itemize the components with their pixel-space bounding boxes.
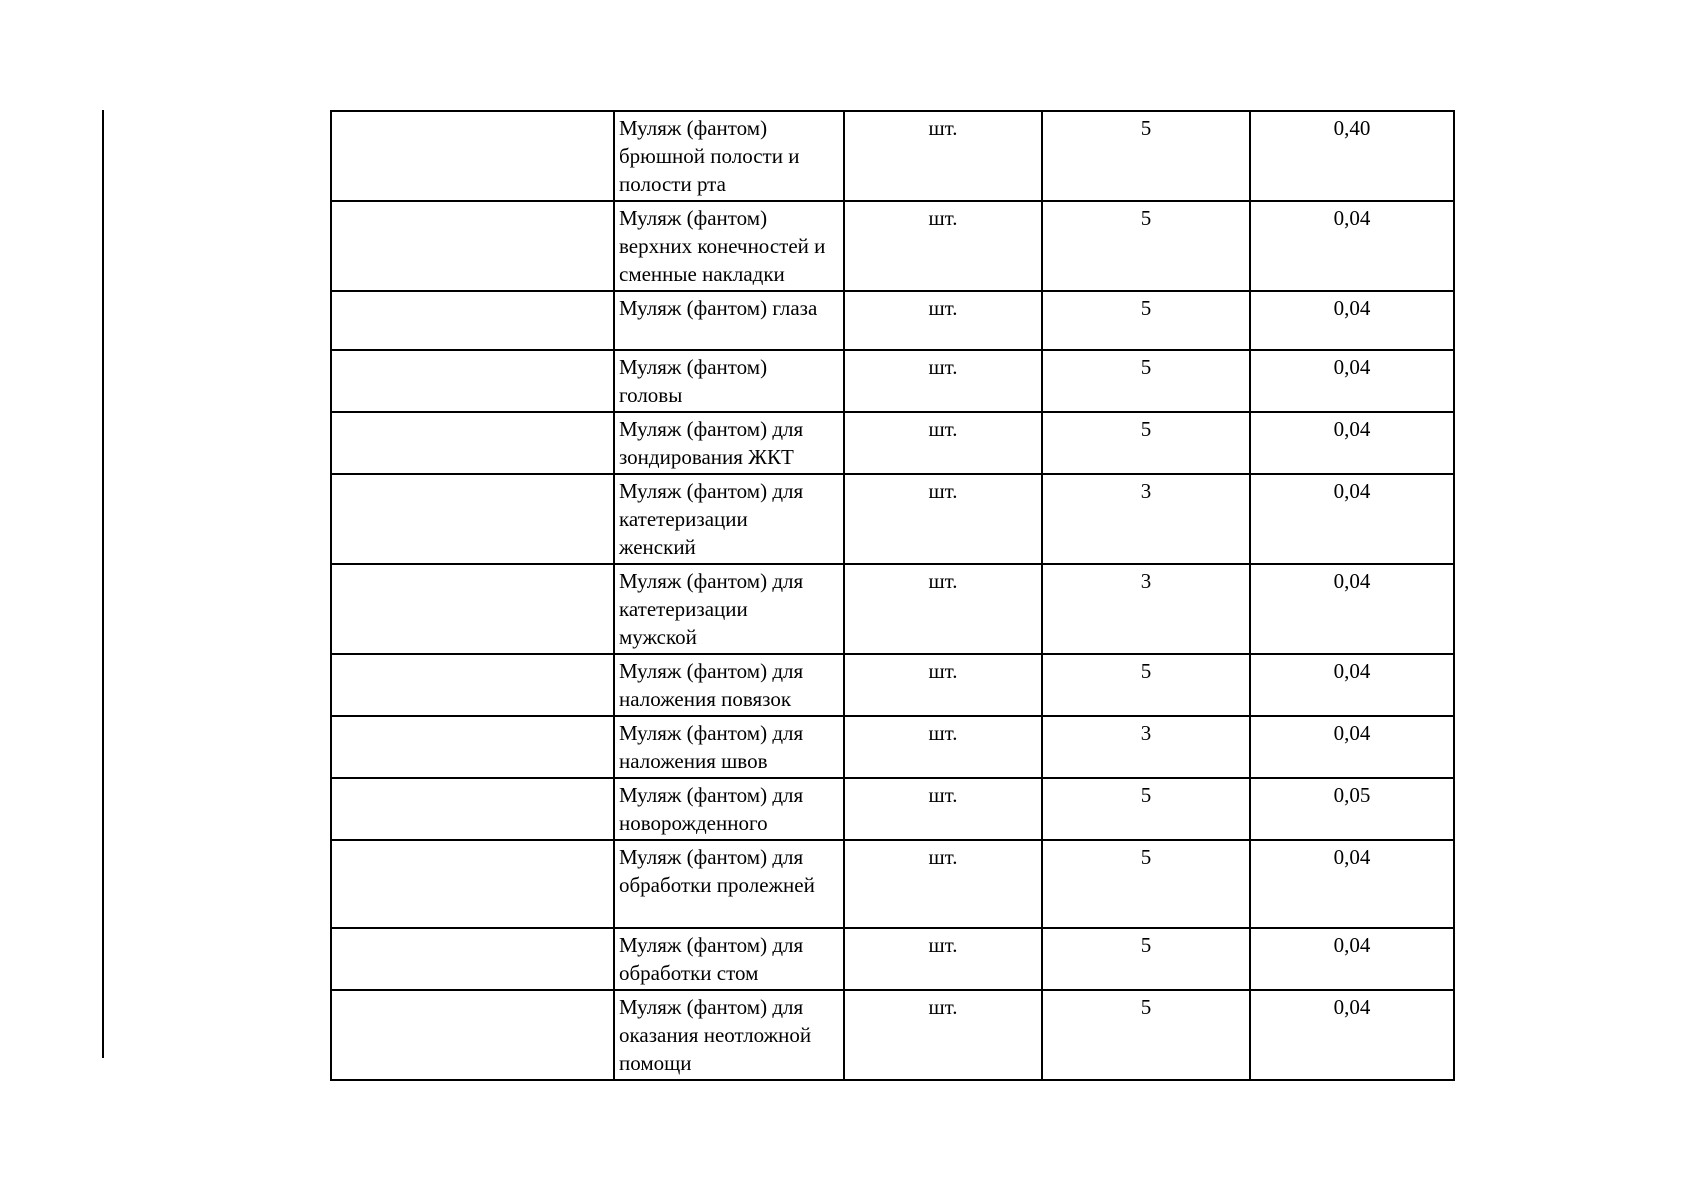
quantity-cell: 5 <box>1042 412 1250 474</box>
quantity-cell: 5 <box>1042 778 1250 840</box>
empty-cell <box>331 928 614 990</box>
item-name-cell <box>614 564 844 654</box>
empty-cell <box>331 564 614 654</box>
empty-cell <box>331 778 614 840</box>
unit-cell: шт. <box>844 990 1042 1080</box>
item-name: Муляж (фантом) для обработки стом <box>619 933 804 985</box>
unit-cell: шт. <box>844 564 1042 654</box>
unit-cell: шт. <box>844 111 1042 201</box>
empty-cell <box>331 111 614 201</box>
quantity-cell: 5 <box>1042 201 1250 291</box>
item-name: Муляж (фантом) для наложения швов <box>619 721 804 773</box>
unit-cell: шт. <box>844 350 1042 412</box>
empty-cell <box>331 412 614 474</box>
item-name: Муляж (фантом) брюшной полости и полости рта <box>619 116 800 196</box>
unit-cell: шт. <box>844 654 1042 716</box>
table-row <box>331 111 1454 201</box>
unit-cell: шт. <box>844 778 1042 840</box>
norm-cell: 0,04 <box>1250 291 1454 350</box>
quantity-cell: 3 <box>1042 564 1250 654</box>
norm-cell: 0,40 <box>1250 111 1454 201</box>
table-row <box>331 350 1454 412</box>
norm-cell: 0,04 <box>1250 412 1454 474</box>
empty-cell <box>331 201 614 291</box>
quantity-cell: 5 <box>1042 654 1250 716</box>
norm-cell: 0,04 <box>1250 350 1454 412</box>
item-name: Муляж (фантом) для катетеризации женский <box>619 479 804 559</box>
table-row <box>331 291 1454 350</box>
table-row <box>331 928 1454 990</box>
empty-cell <box>331 654 614 716</box>
item-name: Муляж (фантом) глаза <box>619 296 818 320</box>
item-name: Муляж (фантом) верхних конечностей и сменные накладки <box>619 206 826 286</box>
item-name: Муляж (фантом) для новорожденного <box>619 783 804 835</box>
item-name: Муляж (фантом) для оказания неотложной помощи <box>619 995 812 1075</box>
item-name: Муляж (фантом) для обработки пролежней <box>619 845 815 897</box>
item-name-cell <box>614 990 844 1080</box>
item-name: Муляж (фантом) головы <box>619 355 768 407</box>
quantity-cell: 3 <box>1042 474 1250 564</box>
unit-cell: шт. <box>844 412 1042 474</box>
quantity-cell: 5 <box>1042 350 1250 412</box>
table-row <box>331 564 1454 654</box>
empty-cell <box>331 840 614 928</box>
item-name-cell <box>614 716 844 778</box>
item-name-cell <box>614 840 844 928</box>
quantity-cell: 5 <box>1042 990 1250 1080</box>
norm-cell: 0,04 <box>1250 990 1454 1080</box>
unit-cell: шт. <box>844 840 1042 928</box>
equipment-table <box>330 110 1455 1081</box>
norm-cell: 0,04 <box>1250 716 1454 778</box>
empty-cell <box>331 291 614 350</box>
unit-cell: шт. <box>844 474 1042 564</box>
item-name-cell <box>614 654 844 716</box>
table-row <box>331 474 1454 564</box>
unit-cell: шт. <box>844 928 1042 990</box>
norm-cell: 0,05 <box>1250 778 1454 840</box>
quantity-cell: 5 <box>1042 928 1250 990</box>
item-name-cell <box>614 778 844 840</box>
table-row <box>331 840 1454 928</box>
item-name-cell <box>614 474 844 564</box>
item-name: Муляж (фантом) для катетеризации мужской <box>619 569 804 649</box>
empty-cell <box>331 990 614 1080</box>
quantity-cell: 3 <box>1042 716 1250 778</box>
table-row <box>331 990 1454 1080</box>
table-row <box>331 201 1454 291</box>
item-name-cell <box>614 350 844 412</box>
quantity-cell: 5 <box>1042 111 1250 201</box>
quantity-cell: 5 <box>1042 291 1250 350</box>
quantity-cell: 5 <box>1042 840 1250 928</box>
item-name: Муляж (фантом) для зондирования ЖКТ <box>619 417 804 469</box>
unit-cell: шт. <box>844 201 1042 291</box>
unit-cell: шт. <box>844 716 1042 778</box>
item-name-cell <box>614 412 844 474</box>
empty-cell <box>331 350 614 412</box>
item-name-cell <box>614 111 844 201</box>
norm-cell: 0,04 <box>1250 928 1454 990</box>
table-row <box>331 412 1454 474</box>
margin-line <box>102 110 104 1058</box>
norm-cell: 0,04 <box>1250 654 1454 716</box>
item-name-cell <box>614 291 844 350</box>
table-row <box>331 654 1454 716</box>
norm-cell: 0,04 <box>1250 564 1454 654</box>
table-row <box>331 716 1454 778</box>
item-name-cell <box>614 201 844 291</box>
item-name: Муляж (фантом) для наложения повязок <box>619 659 804 711</box>
norm-cell: 0,04 <box>1250 201 1454 291</box>
norm-cell: 0,04 <box>1250 840 1454 928</box>
table-row <box>331 778 1454 840</box>
unit-cell: шт. <box>844 291 1042 350</box>
empty-cell <box>331 474 614 564</box>
empty-cell <box>331 716 614 778</box>
item-name-cell <box>614 928 844 990</box>
norm-cell: 0,04 <box>1250 474 1454 564</box>
